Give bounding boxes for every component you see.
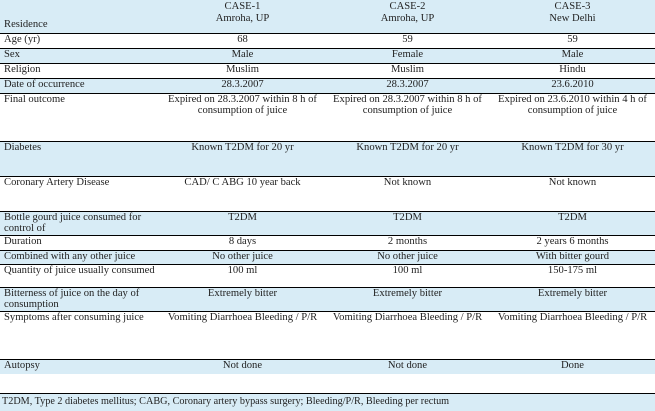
case-2-cell: Extremely bitter (325, 287, 490, 311)
table-row (0, 93, 655, 141)
residence-label: Residence (4, 18, 48, 30)
case-2-cell: Not done (325, 359, 490, 374)
case-2-cell: Muslim (325, 63, 490, 78)
table-row (0, 250, 655, 264)
table-row (0, 235, 655, 250)
row-label: Religion (0, 63, 160, 78)
row-label: Duration (0, 235, 160, 250)
case-2-cell: Vomiting Diarrhoea Bleeding / P/R (325, 311, 490, 359)
row-label: Date of occurrence (0, 78, 160, 93)
case-3-cell: Not known (490, 176, 655, 211)
row-label: Age (yr) (4, 33, 41, 45)
table-row (0, 63, 655, 78)
case-2-cell: No other juice (325, 250, 490, 264)
table-row (0, 48, 655, 63)
table-header-row (0, 0, 655, 33)
case-2-residence: Amroha, UP (380, 12, 435, 24)
case-1-residence: Amroha, UP (215, 12, 270, 24)
case-2-cell: Expired on 28.3.2007 within 8 h of consumption of juice (325, 93, 490, 141)
table-row (0, 141, 655, 176)
case-3-cell: Extremely bitter (490, 287, 655, 311)
case-3-cell: T2DM (490, 211, 655, 235)
case-1-cell: 28.3.2007 (160, 78, 325, 93)
case-2-cell: 59 (402, 33, 413, 45)
case-1-cell: Expired on 28.3.2007 within 8 h of consumption of juice (160, 93, 325, 141)
case-1-cell: T2DM (160, 211, 325, 235)
case-1-title: CASE-1 (224, 1, 261, 12)
case-2-cell: 100 ml (325, 264, 490, 287)
row-label: Symptoms after consuming juice (0, 311, 160, 359)
case-3-header (490, 0, 655, 33)
row-label: Quantity of juice usually consumed (0, 264, 160, 287)
case-1-cell: Vomiting Diarrhoea Bleeding / P/R (160, 311, 325, 359)
case-1-cell: No other juice (160, 250, 325, 264)
row-label: Coronary Artery Disease (0, 176, 160, 211)
header-corner (0, 0, 160, 33)
table-row (0, 359, 655, 374)
case-2-cell: Not known (325, 176, 490, 211)
case-1-cell: 8 days (160, 235, 325, 250)
case-3-cell: Done (490, 359, 655, 374)
case-3-cell: 59 (567, 33, 578, 45)
case-1-cell: Male (160, 48, 325, 63)
case-2-cell: Known T2DM for 20 yr (325, 141, 490, 176)
table-row (0, 78, 655, 93)
case-3-cell: Expired on 23.6.2010 within 4 h of consumption of juice (490, 93, 655, 141)
case-1-cell: Muslim (160, 63, 325, 78)
row-label: Autopsy (0, 359, 160, 374)
case-3-cell: 2 years 6 months (490, 235, 655, 250)
row-label: Sex (0, 48, 160, 63)
table-row (0, 211, 655, 235)
row-label: Bitterness of juice on the day of consumption (0, 287, 160, 311)
case-2-cell: 28.3.2007 (325, 78, 490, 93)
table-footnote: T2DM, Type 2 diabetes mellitus; CABG, Coronary artery bypass surgery; Bleeding/P/R, Bleeding per rectum (0, 393, 655, 411)
case-1-header (160, 0, 325, 33)
case-2-header (325, 0, 490, 33)
row-label: Combined with any other juice (0, 250, 160, 264)
table-row (0, 264, 655, 287)
case-1-cell: Not done (160, 359, 325, 374)
case-3-cell: Male (490, 48, 655, 63)
table-row (0, 311, 655, 359)
row-label: Bottle gourd juice consumed for control of (0, 211, 160, 235)
case-3-cell: 150-175 ml (490, 264, 655, 287)
case-1-cell: CAD/ C ABG 10 year back (160, 176, 325, 211)
table-row (0, 176, 655, 211)
case-1-cell: Known T2DM for 20 yr (160, 141, 325, 176)
case-1-cell: 68 (237, 33, 248, 45)
row-label: Diabetes (0, 141, 160, 176)
case-2-cell: Female (325, 48, 490, 63)
case-3-cell: Known T2DM for 30 yr (490, 141, 655, 176)
case-3-cell: 23.6.2010 (490, 78, 655, 93)
case-3-cell: Hindu (490, 63, 655, 78)
case-3-cell: Vomiting Diarrhoea Bleeding / P/R (490, 311, 655, 359)
case-2-cell: 2 months (325, 235, 490, 250)
table-row (0, 33, 655, 48)
table-row (0, 287, 655, 311)
case-3-residence: New Delhi (549, 12, 596, 24)
case-2-cell: T2DM (325, 211, 490, 235)
case-3-title: CASE-3 (554, 1, 591, 12)
row-label: Final outcome (0, 93, 160, 141)
case-2-title: CASE-2 (389, 1, 426, 12)
case-1-cell: Extremely bitter (160, 287, 325, 311)
case-3-cell: With bitter gourd (490, 250, 655, 264)
case-1-cell: 100 ml (160, 264, 325, 287)
